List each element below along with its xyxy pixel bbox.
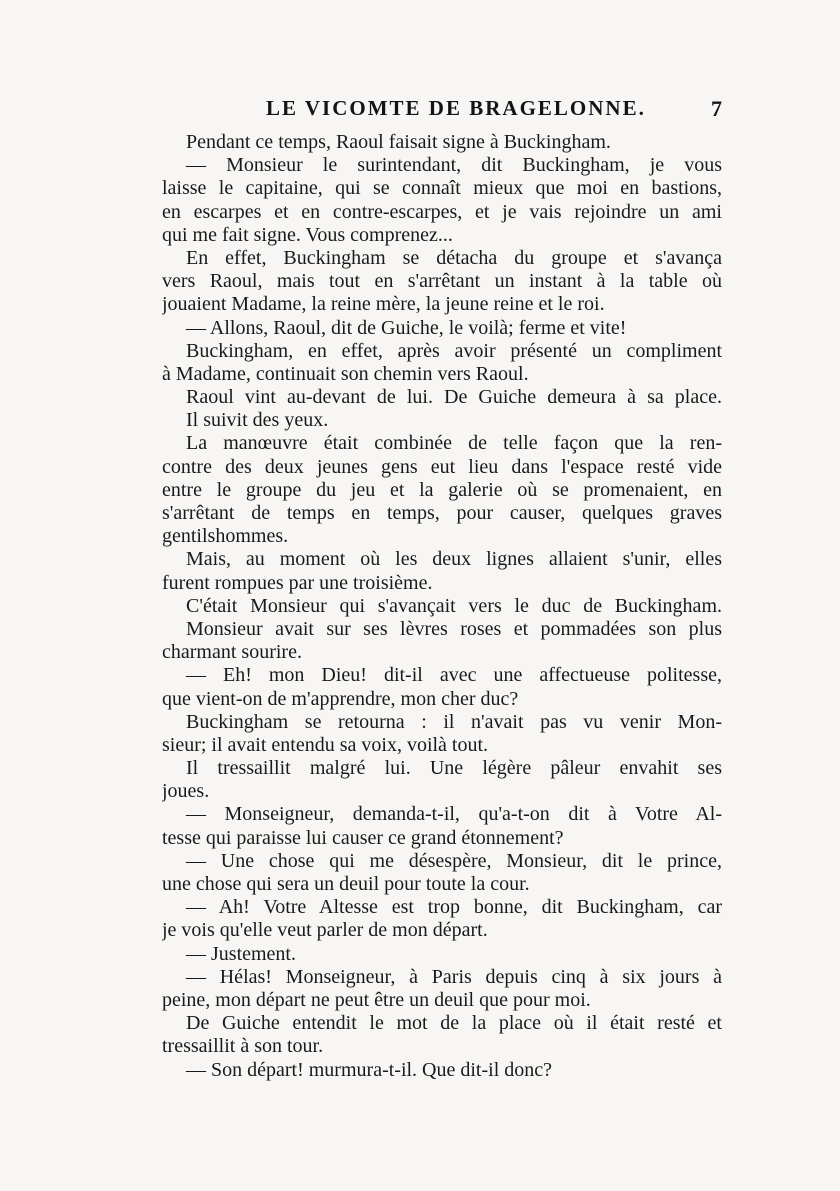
text-line: Buckingham, en effet, après avoir présenté un compliment — [186, 339, 722, 362]
text-line: — Hélas! Monseigneur, à Paris depuis cinq à six jours à — [186, 965, 722, 988]
text-line: qui me fait signe. Vous comprenez... — [162, 223, 453, 246]
text-line: — Monseigneur, demanda-t-il, qu'a-t-on dit à Votre Al- — [186, 803, 722, 826]
text-line: — Ah! Votre Altesse est trop bonne, dit Buckingham, car — [186, 896, 722, 919]
text-line: tesse qui paraisse lui causer ce grand étonnement? — [162, 826, 564, 849]
text-line: laisse le capitaine, qui se connaît mieux que moi en bastions, — [162, 177, 722, 200]
text-line: Raoul vint au-devant de lui. De Guiche demeura à sa place. — [186, 386, 722, 409]
text-line: jouaient Madame, la reine mère, la jeune reine et le roi. — [162, 293, 605, 316]
text-line: C'était Monsieur qui s'avançait vers le duc de Buckingham. — [186, 594, 722, 617]
text-line: — Eh! mon Dieu! dit-il avec une affectueuse politesse, — [186, 664, 722, 687]
text-line: Mais, au moment où les deux lignes allaient s'unir, elles — [186, 548, 722, 571]
text-line: à Madame, continuait son chemin vers Raoul. — [162, 362, 529, 385]
text-line: que vient-on de m'apprendre, mon cher duc? — [162, 687, 519, 710]
text-line: tressaillit à son tour. — [162, 1035, 324, 1058]
text-line: charmant sourire. — [162, 641, 302, 664]
text-line: — Monsieur le surintendant, dit Buckingham, je vous — [186, 154, 722, 177]
text-line: sieur; il avait entendu sa voix, voilà tout. — [162, 733, 489, 756]
text-line: vers Raoul, mais tout en s'arrêtant un instant à la table où — [162, 270, 722, 293]
page-number: 7 — [711, 96, 722, 121]
text-line: — Justement. — [186, 942, 296, 965]
text-line: Buckingham se retourna : il n'avait pas vu venir Mon- — [186, 710, 722, 733]
text-line: La manœuvre était combinée de telle façon que la ren- — [186, 432, 722, 455]
text-line: furent rompues par une troisième. — [162, 571, 433, 594]
text-line: Il suivit des yeux. — [186, 409, 329, 432]
page-header — [162, 96, 730, 126]
text-line: Il tressaillit malgré lui. Une légère pâleur envahit ses — [186, 757, 722, 780]
text-line: entre le groupe du jeu et la galerie où se promenaient, en — [162, 478, 722, 501]
text-line: gentilshommes. — [162, 525, 289, 548]
text-line: peine, mon départ ne peut être un deuil que pour moi. — [162, 988, 591, 1011]
text-line: — Son départ! murmura-t-il. Que dit-il donc? — [186, 1058, 553, 1081]
text-line: une chose qui sera un deuil pour toute la cour. — [162, 873, 530, 895]
text-line: joues. — [162, 780, 210, 803]
text-line: s'arrêtant de temps en temps, pour causer, quelques graves — [162, 502, 722, 524]
text-line: Monsieur avait sur ses lèvres roses et pommadées son plus — [186, 617, 722, 640]
text-line: — Une chose qui me désespère, Monsieur, dit le prince, — [186, 849, 722, 872]
text-line: Pendant ce temps, Raoul faisait signe à Buckingham. — [186, 131, 611, 153]
text-line: En effet, Buckingham se détacha du groupe et s'avança — [186, 246, 722, 269]
body-text — [162, 131, 722, 1082]
text-line: je vois qu'elle veut parler de mon départ. — [162, 919, 488, 942]
text-line: De Guiche entendit le mot de la place où il était resté et — [186, 1012, 722, 1035]
running-title: LE VICOMTE DE BRAGELONNE. — [266, 96, 646, 120]
text-line: — Allons, Raoul, dit de Guiche, le voilà; ferme et vite! — [186, 316, 627, 339]
text-line: en escarpes et en contre-escarpes, et je vais rejoindre un ami — [162, 200, 722, 223]
text-line: contre des deux jeunes gens eut lieu dans l'espace resté vide — [162, 455, 722, 478]
